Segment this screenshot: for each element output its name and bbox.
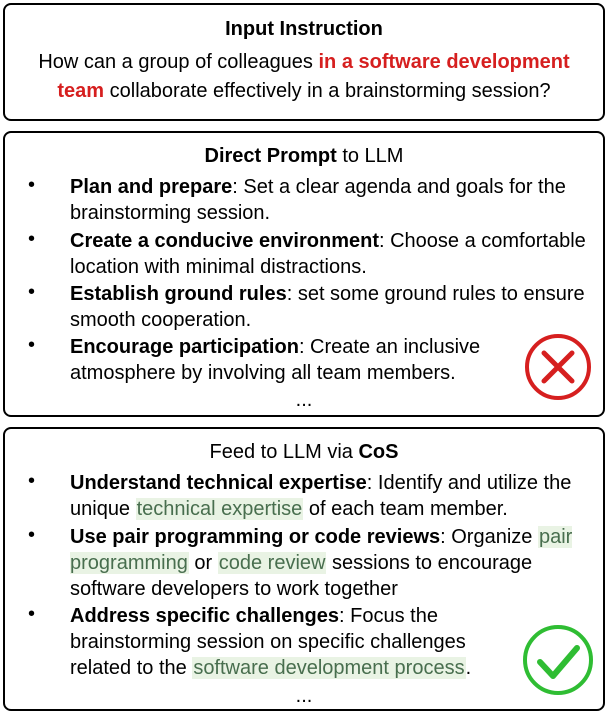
direct-item (70, 228, 590, 280)
cos-item-text: sessions to encourage software developers to work together (70, 552, 533, 600)
bullet: • (28, 281, 36, 303)
cos-item-bold: Use pair programming or code reviews (70, 526, 441, 548)
cos-title-bold: CoS (358, 441, 399, 463)
cos-item (70, 524, 590, 602)
cos-item (70, 470, 590, 522)
cos-ellipsis: ... (295, 685, 313, 707)
question-prefix: How can a group of colleagues (38, 51, 319, 73)
cos-item-bold: Understand technical expertise (70, 472, 367, 494)
direct-item-bold: Create a conducive environment (70, 230, 379, 252)
question-highlight-1: in a software development (318, 51, 570, 73)
bullet: • (28, 470, 36, 492)
direct-item (70, 281, 590, 333)
bullet: • (28, 334, 36, 356)
direct-ellipsis: ... (295, 389, 313, 411)
direct-item (70, 334, 540, 386)
direct-item-text: : Create an inclusive atmosphere by involving all team members. (70, 336, 481, 384)
input-instruction-title: Input Instruction (225, 18, 383, 40)
input-question (5, 48, 603, 106)
input-instruction-panel (3, 3, 605, 121)
direct-item-text: : Set a clear agenda and goals for the brainstorming session. (70, 176, 566, 224)
green-check-icon (520, 622, 596, 698)
direct-item-bold: Encourage participation (70, 336, 299, 358)
cos-panel (3, 427, 605, 711)
question-suffix: collaborate effectively in a brainstorming session? (104, 80, 551, 102)
highlighted-term: pair programming (70, 526, 573, 574)
cos-item-text: . (465, 657, 472, 679)
direct-prompt-title-bold: Direct Prompt (204, 145, 337, 167)
direct-item-bold: Establish ground rules (70, 283, 287, 305)
direct-item-text: : Choose a comfortable location with minimal distractions. (70, 230, 586, 278)
bullet: • (28, 524, 36, 546)
bullet: • (28, 228, 36, 250)
direct-item-bold: Plan and prepare (70, 176, 233, 198)
cos-item-text: or (188, 552, 218, 574)
cos-item-text: : Identify and utilize the unique (70, 472, 572, 520)
red-x-icon (522, 331, 594, 403)
direct-item-text: : set some ground rules to ensure smooth cooperation. (70, 283, 585, 331)
cos-item-text: : Focus the brainstorming session on specific challenges related to the (70, 605, 466, 679)
cos-item-text: of each team member. (303, 498, 508, 520)
cos-item-text: : Organize (440, 526, 538, 548)
bullet: • (28, 174, 36, 196)
direct-prompt-title-rest: to LLM (336, 145, 404, 167)
bullet: • (28, 603, 36, 625)
highlighted-term: technical expertise (136, 498, 303, 520)
cos-title-rest: Feed to LLM via (209, 441, 359, 463)
direct-prompt-title (5, 144, 603, 168)
cos-item-bold: Address specific challenges (70, 605, 340, 627)
cos-item (70, 603, 520, 681)
direct-item (70, 174, 590, 226)
cos-title (5, 440, 603, 464)
highlighted-term: software development process (193, 657, 465, 679)
direct-prompt-panel (3, 131, 605, 417)
question-highlight-2: team (57, 80, 105, 102)
highlighted-term: code review (218, 552, 326, 574)
